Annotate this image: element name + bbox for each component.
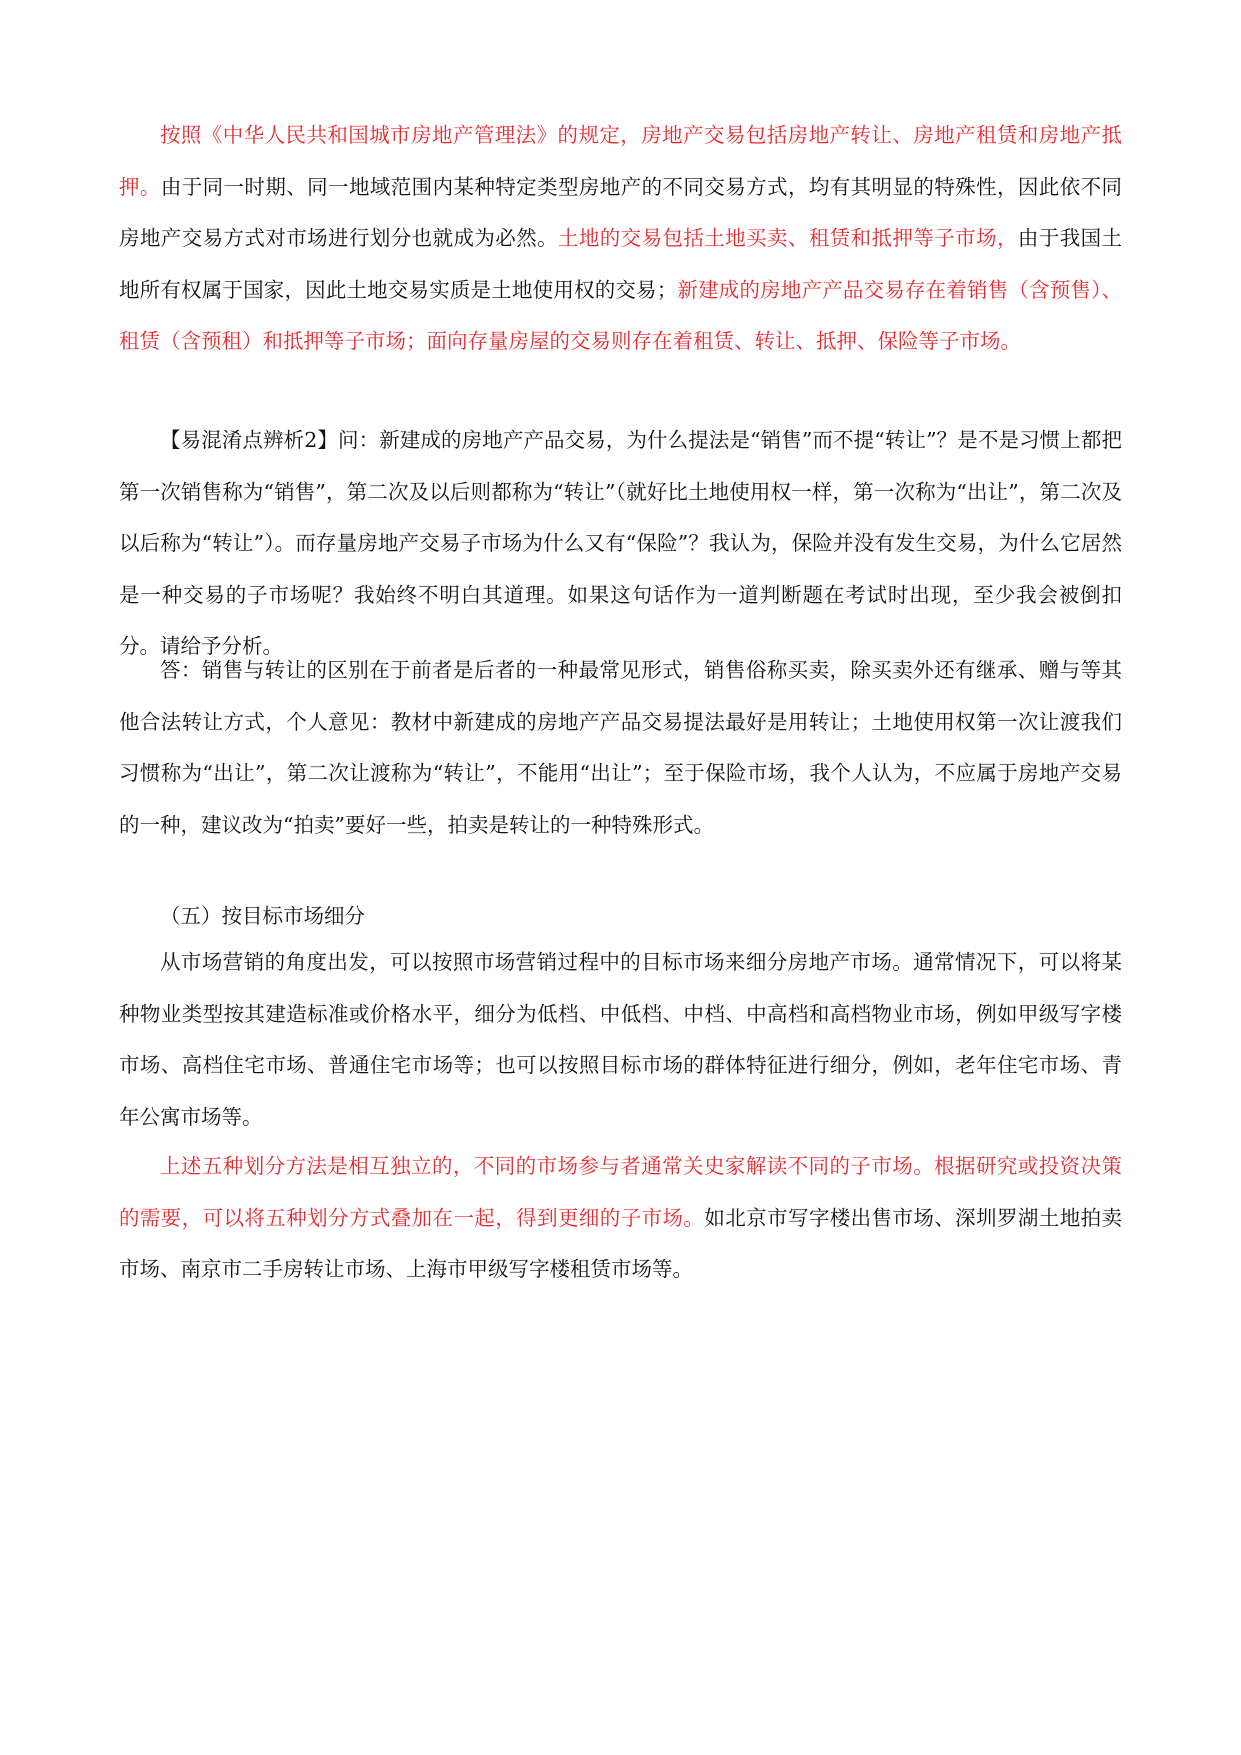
paragraph-target-market (119, 937, 1122, 1143)
text-run: 按照《中华人民共和国城市房地产管理法》的规定，房地产交易包括房地产转让、房地产租赁和房地产抵押。 (119, 123, 1122, 199)
text-run: 上述五种划分方法是相互独立的，不同的市场参与者通常关史家解读不同的子市场。根据研究或投资决策的需要，可以将五种划分方式叠加在一起，得到更细的子市场。 (119, 1154, 1122, 1230)
text-run: 如北京市写字楼出售市场、深圳罗湖土地拍卖市场、南京市二手房转让市场、上海市甲级写字楼租赁市场等。 (119, 1205, 1123, 1281)
text-run: 新建成的房地产产品交易存在着销售（含预售）、租赁（含预租）和抵押等子市场；面向存量房屋的交易则存在着租赁、转让、抵押、保险等子市场。 (119, 277, 1123, 353)
section-heading: （五）按目标市场细分 (160, 904, 365, 928)
text-run: 【易混淆点辨析2】问：新建成的房地产产品交易，为什么提法是“销售”而不提“转让”？是不是习惯上都把第一次销售称为“销售”，第二次及以后则都称为“转让”（就好比土地使用权一样，第一次称为“出让”，第二次及以后称为“转让”）。而存量房地产交易子市场为什么又有“保险”？我认为，保险并没有发生交易，为什么它居然是一种交易的子市场呢？我始终不明白其道理。如果这句话作为一道判断题在考试时出现，至少我会被倒扣分。请给予分析。 (119, 428, 1122, 658)
text-run: 答：销售与转让的区别在于前者是后者的一种最常见形式，销售俗称买卖，除买卖外还有继承、赠与等其他合法转让方式，个人意见：教材中新建成的房地产产品交易提法最好是用转让；土地使用权第一次让渡我们习惯称为“出让”，第二次让渡称为“转让”，不能用“出让”；至于保险市场，我个人认为，不应属于房地产交易的一种，建议改为“拍卖”要好一些，拍卖是转让的一种特殊形式。 (119, 658, 1122, 837)
paragraph-confusion-analysis-question (119, 415, 1122, 673)
paragraph-summary (119, 1141, 1122, 1296)
text-run: 土地的交易包括土地买卖、租赁和抵押等子市场， (558, 226, 1018, 250)
text-run: 由于同一时期、同一地域范围内某种特定类型房地产的不同交易方式，均有其明显的特殊性，因此依不同房地产交易方式对市场进行划分也就成为必然。 (119, 174, 1123, 250)
paragraph-transaction-types (119, 110, 1122, 368)
paragraph-confusion-analysis-answer (119, 645, 1122, 851)
text-run: 由于我国土地所有权属于国家，因此土地交易实质是土地使用权的交易； (119, 226, 1123, 302)
text-run: 从市场营销的角度出发，可以按照市场营销过程中的目标市场来细分房地产市场。通常情况下，可以将某种物业类型按其建造标准或价格水平，细分为低档、中低档、中档、中高档和高档物业市场，例如甲级写字楼市场、高档住宅市场、普通住宅市场等；也可以按照目标市场的群体特征进行细分，例如，老年住宅市场、青年公寓市场等。 (119, 950, 1122, 1129)
